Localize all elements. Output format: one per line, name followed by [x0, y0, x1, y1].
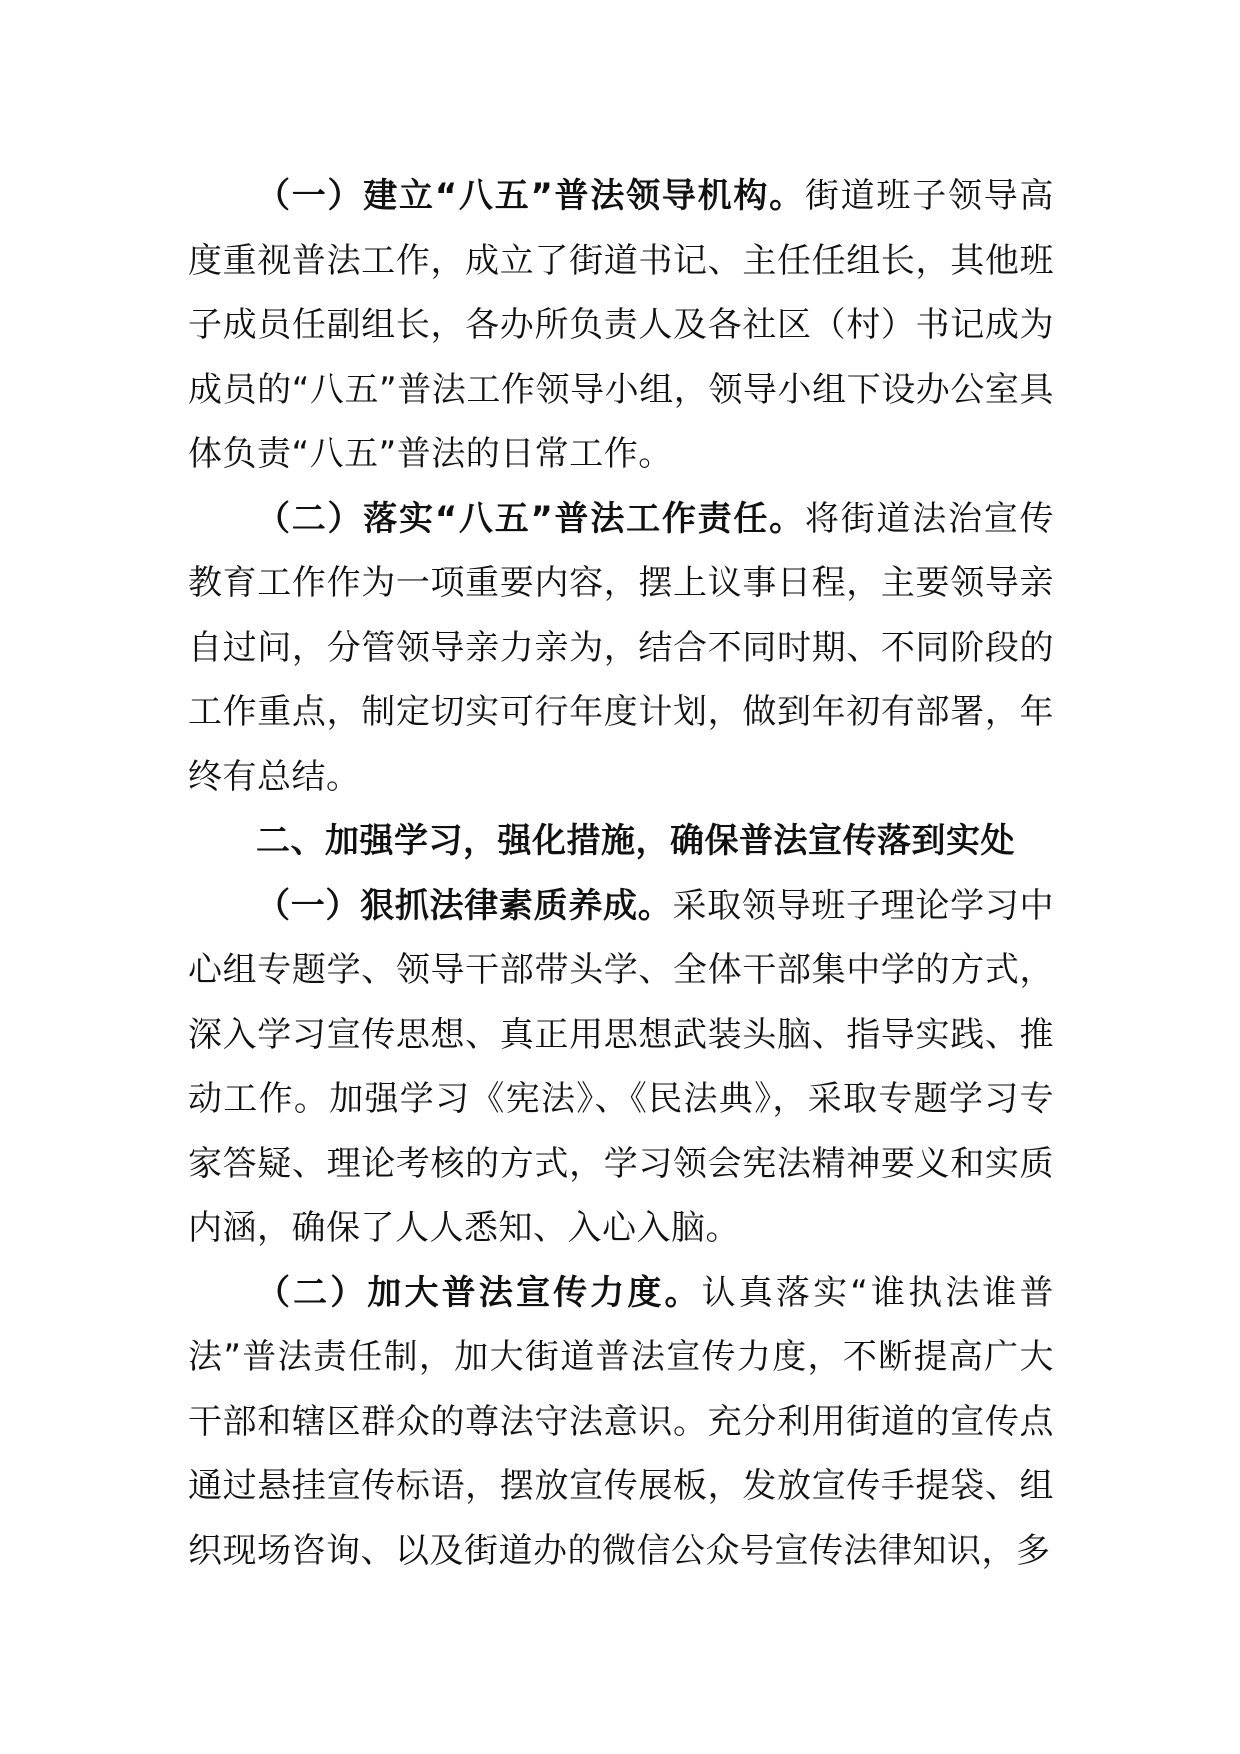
section-heading: 二、加强学习，强化措施，确保普法宣传落到实处	[256, 821, 1015, 861]
paragraph-responsibility	[188, 487, 1054, 810]
paragraph-text: 将街道法治宣传教育工作作为一项重要内容，摆上议事日程，主要领导亲自过问，分管领导亲力亲为，结合不同时期、不同阶段的工作重点，制定切实可行年度计划，做到年初有部署，年终有总结。	[188, 498, 1054, 797]
paragraph-lead: （一）建立“八五”普法领导机构。	[256, 176, 805, 216]
paragraph-publicity	[188, 1261, 1054, 1584]
document-body	[188, 164, 1054, 1583]
paragraph-lead: （一）狠抓法律素质养成。	[256, 885, 673, 926]
paragraph-lead: （二）落实“八五”普法工作责任。	[256, 498, 805, 539]
paragraph-text: 认真落实“谁执法谁普法”普法责任制，加大街道普法宣传力度，不断提高广大干部和辖区群众的尊法守法意识。充分利用街道的宣传点通过悬挂宣传标语，摆放宣传展板，发放宣传手提袋、组织现场咨询、以及街道办的微信公众号宣传法律知识，多	[188, 1272, 1055, 1571]
paragraph-legal-literacy	[188, 874, 1054, 1261]
paragraph-text: 采取领导班子理论学习中心组专题学、领导干部带头学、全体干部集中学的方式，深入学习宣传思想、真正用思想武装头脑、指导实践、推动工作。加强学习《宪法》、《民法典》，采取专题学习专家答疑、理论考核的方式，学习领会宪法精神要义和实质内涵，确保了人人悉知、入心入脑。	[188, 885, 1055, 1248]
paragraph-leadership-body	[188, 164, 1054, 487]
paragraph-text: 街道班子领导高度重视普法工作，成立了街道书记、主任任组长，其他班子成员任副组长，各办所负责人及各社区（村）书记成为成员的“八五”普法工作领导小组，领导小组下设办公室具体负责“八五”普法的日常工作。	[188, 176, 1054, 474]
paragraph-lead: （二）加大普法宣传力度。	[256, 1272, 702, 1313]
